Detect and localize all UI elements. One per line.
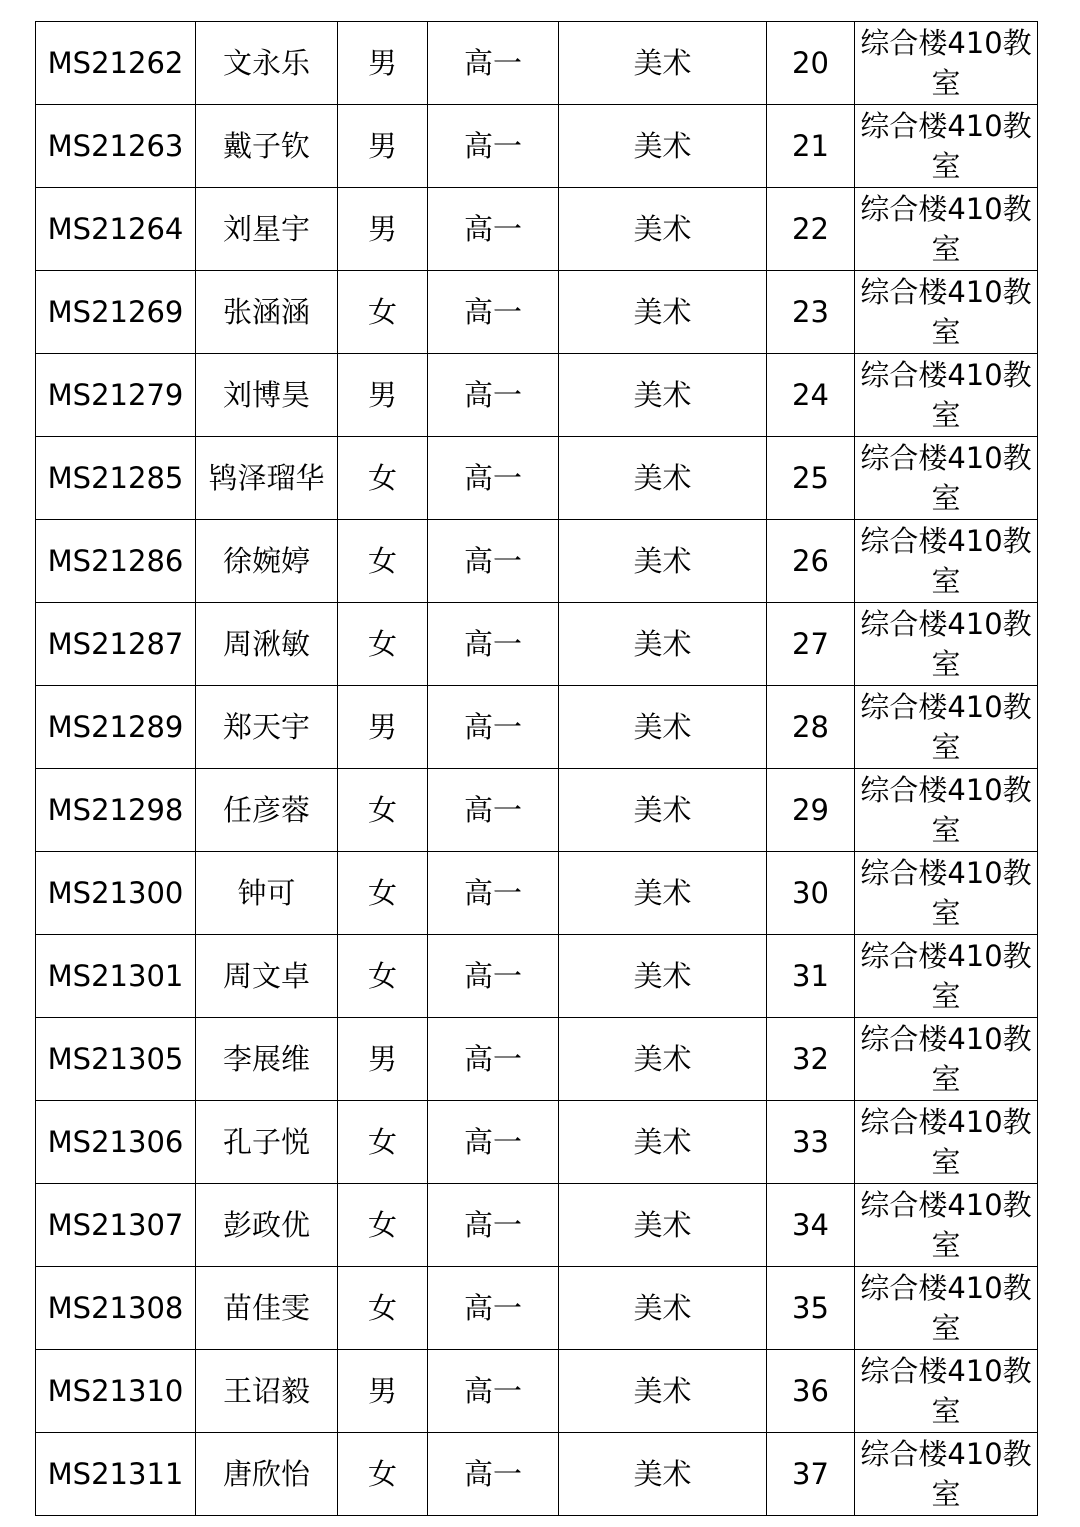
exam-number-cell: MS21305 — [36, 1018, 196, 1101]
table-row — [36, 1101, 1038, 1184]
table-row — [36, 1267, 1038, 1350]
gender-cell: 男 — [338, 188, 428, 271]
exam-room-cell: 综合楼410教室 — [855, 22, 1038, 105]
subject-cell: 美术 — [559, 603, 767, 686]
seat-number-cell: 28 — [767, 686, 855, 769]
exam-number-cell: MS21310 — [36, 1350, 196, 1433]
grade-cell: 高一 — [428, 1267, 559, 1350]
subject-cell: 美术 — [559, 1101, 767, 1184]
seat-number-cell: 21 — [767, 105, 855, 188]
grade-cell: 高一 — [428, 437, 559, 520]
grade-cell: 高一 — [428, 1184, 559, 1267]
exam-room-cell: 综合楼410教室 — [855, 1101, 1038, 1184]
table-body — [36, 22, 1038, 1516]
table-row — [36, 769, 1038, 852]
grade-cell: 高一 — [428, 105, 559, 188]
table-row — [36, 1350, 1038, 1433]
seat-number-cell: 30 — [767, 852, 855, 935]
exam-number-cell: MS21300 — [36, 852, 196, 935]
subject-cell: 美术 — [559, 437, 767, 520]
subject-cell: 美术 — [559, 686, 767, 769]
gender-cell: 女 — [338, 769, 428, 852]
grade-cell: 高一 — [428, 1433, 559, 1516]
seat-number-cell: 31 — [767, 935, 855, 1018]
gender-cell: 男 — [338, 105, 428, 188]
student-name-cell: 徐婉婷 — [196, 520, 338, 603]
table-row — [36, 1018, 1038, 1101]
exam-number-cell: MS21301 — [36, 935, 196, 1018]
exam-room-cell: 综合楼410教室 — [855, 686, 1038, 769]
exam-number-cell: MS21263 — [36, 105, 196, 188]
seat-number-cell: 20 — [767, 22, 855, 105]
grade-cell: 高一 — [428, 22, 559, 105]
table-row — [36, 105, 1038, 188]
gender-cell: 女 — [338, 1101, 428, 1184]
exam-number-cell: MS21306 — [36, 1101, 196, 1184]
gender-cell: 女 — [338, 603, 428, 686]
gender-cell: 男 — [338, 1350, 428, 1433]
grade-cell: 高一 — [428, 852, 559, 935]
student-name-cell: 唐欣怡 — [196, 1433, 338, 1516]
subject-cell: 美术 — [559, 271, 767, 354]
student-name-cell: 文永乐 — [196, 22, 338, 105]
exam-number-cell: MS21287 — [36, 603, 196, 686]
student-name-cell: 郑天宇 — [196, 686, 338, 769]
exam-room-cell: 综合楼410教室 — [855, 852, 1038, 935]
grade-cell: 高一 — [428, 935, 559, 1018]
student-name-cell: 鸨泽瑠华 — [196, 437, 338, 520]
seat-number-cell: 36 — [767, 1350, 855, 1433]
gender-cell: 女 — [338, 1433, 428, 1516]
table-row — [36, 354, 1038, 437]
grade-cell: 高一 — [428, 769, 559, 852]
seat-number-cell: 37 — [767, 1433, 855, 1516]
gender-cell: 女 — [338, 520, 428, 603]
student-name-cell: 孔子悦 — [196, 1101, 338, 1184]
student-name-cell: 王诏毅 — [196, 1350, 338, 1433]
table-row — [36, 686, 1038, 769]
student-name-cell: 戴子钦 — [196, 105, 338, 188]
exam-room-cell: 综合楼410教室 — [855, 354, 1038, 437]
student-name-cell: 周文卓 — [196, 935, 338, 1018]
exam-room-cell: 综合楼410教室 — [855, 935, 1038, 1018]
gender-cell: 女 — [338, 1184, 428, 1267]
subject-cell: 美术 — [559, 1184, 767, 1267]
grade-cell: 高一 — [428, 1101, 559, 1184]
grade-cell: 高一 — [428, 686, 559, 769]
table-row — [36, 520, 1038, 603]
student-name-cell: 周湫敏 — [196, 603, 338, 686]
exam-room-cell: 综合楼410教室 — [855, 769, 1038, 852]
table-row — [36, 437, 1038, 520]
exam-number-cell: MS21269 — [36, 271, 196, 354]
gender-cell: 男 — [338, 686, 428, 769]
subject-cell: 美术 — [559, 935, 767, 1018]
gender-cell: 女 — [338, 852, 428, 935]
subject-cell: 美术 — [559, 22, 767, 105]
subject-cell: 美术 — [559, 769, 767, 852]
exam-room-cell: 综合楼410教室 — [855, 603, 1038, 686]
table-row — [36, 852, 1038, 935]
student-name-cell: 刘星宇 — [196, 188, 338, 271]
exam-room-cell: 综合楼410教室 — [855, 437, 1038, 520]
subject-cell: 美术 — [559, 188, 767, 271]
gender-cell: 男 — [338, 1018, 428, 1101]
exam-number-cell: MS21279 — [36, 354, 196, 437]
subject-cell: 美术 — [559, 1433, 767, 1516]
table-row — [36, 935, 1038, 1018]
gender-cell: 男 — [338, 22, 428, 105]
exam-room-cell: 综合楼410教室 — [855, 1267, 1038, 1350]
table-row — [36, 188, 1038, 271]
seat-number-cell: 35 — [767, 1267, 855, 1350]
seat-number-cell: 29 — [767, 769, 855, 852]
exam-room-cell: 综合楼410教室 — [855, 1350, 1038, 1433]
subject-cell: 美术 — [559, 1350, 767, 1433]
student-name-cell: 彭政优 — [196, 1184, 338, 1267]
gender-cell: 女 — [338, 437, 428, 520]
grade-cell: 高一 — [428, 354, 559, 437]
table-row — [36, 271, 1038, 354]
exam-room-cell: 综合楼410教室 — [855, 1018, 1038, 1101]
student-name-cell: 刘博昊 — [196, 354, 338, 437]
subject-cell: 美术 — [559, 852, 767, 935]
exam-number-cell: MS21311 — [36, 1433, 196, 1516]
exam-number-cell: MS21298 — [36, 769, 196, 852]
exam-room-cell: 综合楼410教室 — [855, 520, 1038, 603]
gender-cell: 女 — [338, 271, 428, 354]
table-row — [36, 22, 1038, 105]
exam-number-cell: MS21262 — [36, 22, 196, 105]
grade-cell: 高一 — [428, 603, 559, 686]
seat-number-cell: 24 — [767, 354, 855, 437]
exam-number-cell: MS21286 — [36, 520, 196, 603]
table-row — [36, 1184, 1038, 1267]
student-name-cell: 钟可 — [196, 852, 338, 935]
exam-number-cell: MS21289 — [36, 686, 196, 769]
seat-number-cell: 33 — [767, 1101, 855, 1184]
subject-cell: 美术 — [559, 1018, 767, 1101]
exam-seating-table — [35, 21, 1038, 1516]
grade-cell: 高一 — [428, 188, 559, 271]
exam-room-cell: 综合楼410教室 — [855, 1433, 1038, 1516]
exam-number-cell: MS21264 — [36, 188, 196, 271]
table-row — [36, 603, 1038, 686]
student-name-cell: 李展维 — [196, 1018, 338, 1101]
seat-number-cell: 23 — [767, 271, 855, 354]
table-row — [36, 1433, 1038, 1516]
subject-cell: 美术 — [559, 1267, 767, 1350]
seat-number-cell: 34 — [767, 1184, 855, 1267]
seat-number-cell: 22 — [767, 188, 855, 271]
grade-cell: 高一 — [428, 271, 559, 354]
exam-room-cell: 综合楼410教室 — [855, 105, 1038, 188]
student-name-cell: 苗佳雯 — [196, 1267, 338, 1350]
subject-cell: 美术 — [559, 105, 767, 188]
seat-number-cell: 27 — [767, 603, 855, 686]
subject-cell: 美术 — [559, 520, 767, 603]
gender-cell: 男 — [338, 354, 428, 437]
seat-number-cell: 26 — [767, 520, 855, 603]
student-name-cell: 张涵涵 — [196, 271, 338, 354]
exam-room-cell: 综合楼410教室 — [855, 1184, 1038, 1267]
grade-cell: 高一 — [428, 1350, 559, 1433]
gender-cell: 女 — [338, 935, 428, 1018]
exam-room-cell: 综合楼410教室 — [855, 188, 1038, 271]
gender-cell: 女 — [338, 1267, 428, 1350]
exam-room-cell: 综合楼410教室 — [855, 271, 1038, 354]
seat-number-cell: 32 — [767, 1018, 855, 1101]
student-name-cell: 任彦蓉 — [196, 769, 338, 852]
grade-cell: 高一 — [428, 1018, 559, 1101]
exam-number-cell: MS21307 — [36, 1184, 196, 1267]
subject-cell: 美术 — [559, 354, 767, 437]
exam-number-cell: MS21285 — [36, 437, 196, 520]
exam-number-cell: MS21308 — [36, 1267, 196, 1350]
seat-number-cell: 25 — [767, 437, 855, 520]
grade-cell: 高一 — [428, 520, 559, 603]
